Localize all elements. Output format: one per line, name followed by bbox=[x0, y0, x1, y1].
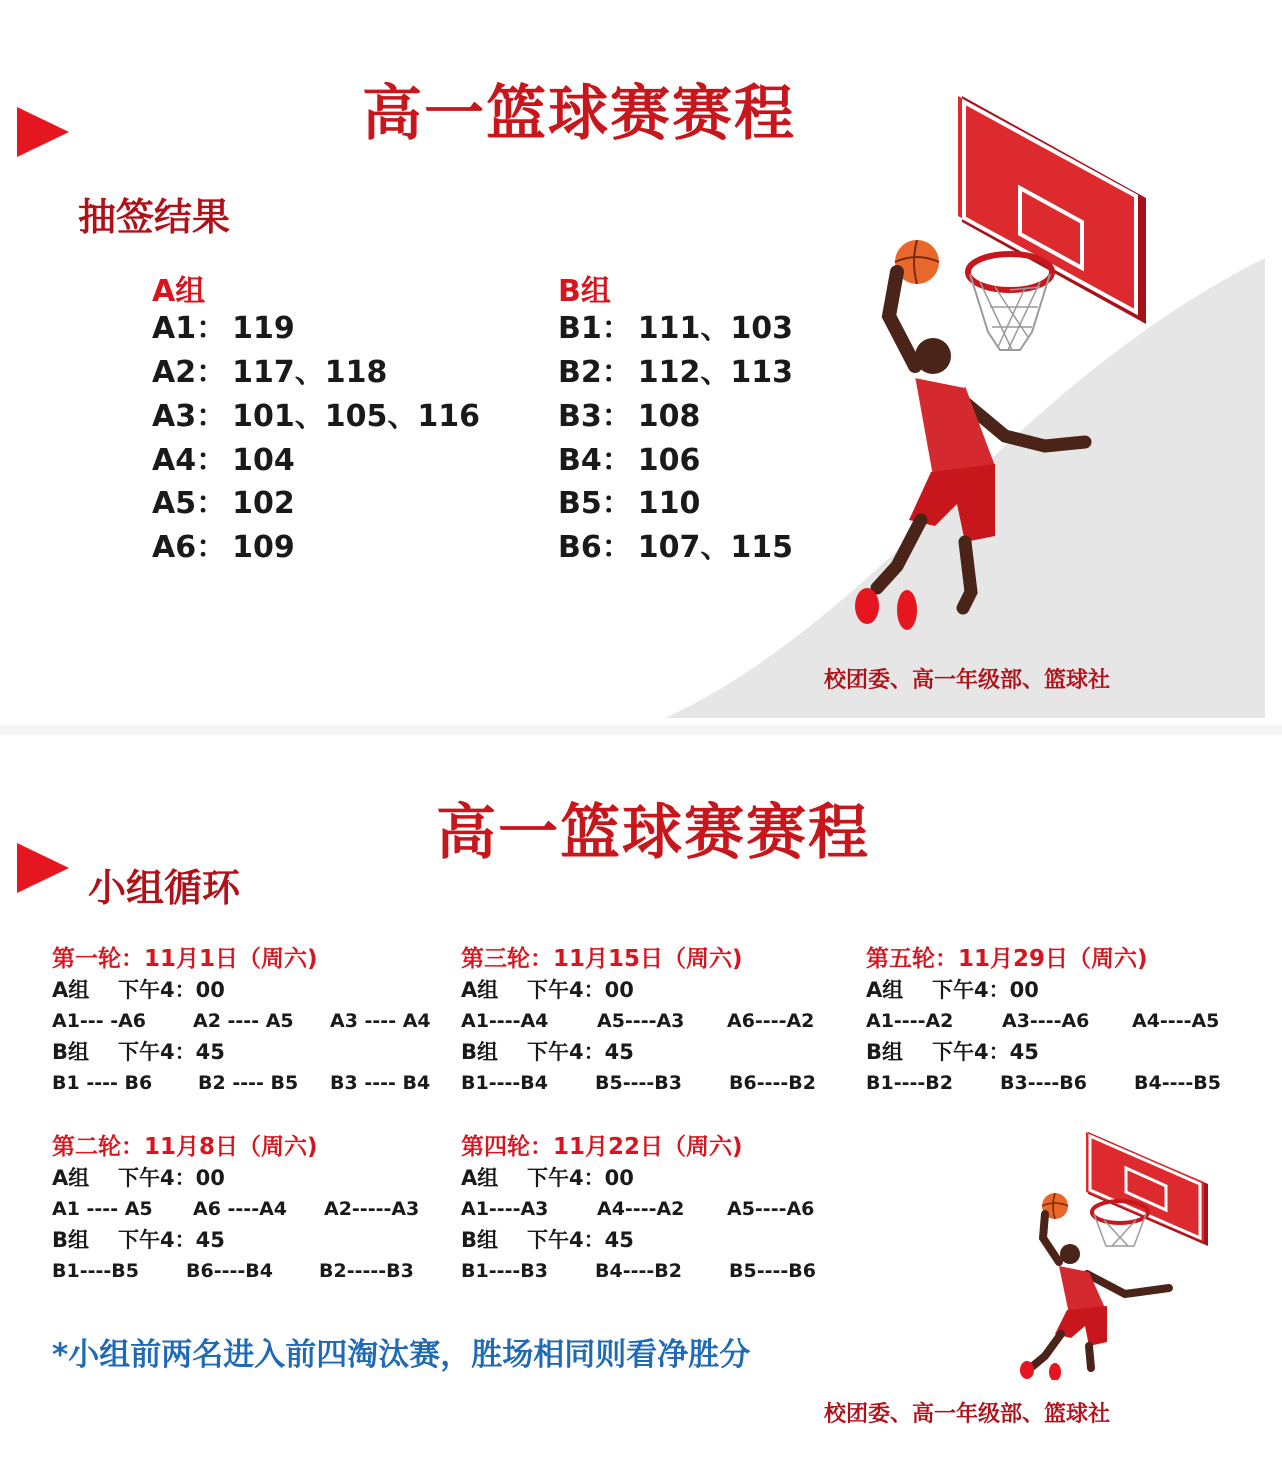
match: B1----B2 bbox=[866, 1072, 953, 1094]
group-a-heading: A组 bbox=[152, 274, 206, 309]
round-title: 第五轮：11月29日（周六) bbox=[866, 946, 1148, 972]
draw-row-b2: B2： 112、113 bbox=[558, 355, 793, 390]
match: B1----B4 bbox=[461, 1072, 548, 1094]
page-title: 高一篮球赛赛程 bbox=[362, 79, 796, 149]
round-4 bbox=[461, 1131, 861, 1287]
group-a-time: A组 下午4：00 bbox=[866, 978, 1039, 1002]
match: A6----A2 bbox=[727, 1010, 815, 1032]
match: B1----B5 bbox=[52, 1260, 139, 1282]
group-a-matches bbox=[866, 1006, 1266, 1037]
group-b-matches bbox=[52, 1068, 452, 1099]
match: B3----B6 bbox=[1000, 1072, 1087, 1094]
match: A3 ---- A4 bbox=[330, 1010, 431, 1032]
match: B6----B4 bbox=[186, 1260, 273, 1282]
round-title: 第四轮：11月22日（周六) bbox=[461, 1134, 743, 1160]
group-b-matches bbox=[866, 1068, 1266, 1099]
draw-row-b4: B4： 106 bbox=[558, 443, 701, 478]
draw-row-a3: A3： 101、105、116 bbox=[152, 399, 480, 434]
group-a-matches bbox=[461, 1194, 861, 1225]
draw-row-a6: A6： 109 bbox=[152, 530, 295, 565]
round-title: 第二轮：11月8日（周六) bbox=[52, 1134, 318, 1160]
match: A5----A3 bbox=[597, 1010, 685, 1032]
group-a-time: A组 下午4：00 bbox=[461, 1166, 634, 1190]
draw-row-a5: A5： 102 bbox=[152, 486, 295, 521]
draw-row-a4: A4： 104 bbox=[152, 443, 295, 478]
match: A1----A3 bbox=[461, 1198, 549, 1220]
group-b-heading: B组 bbox=[558, 274, 611, 309]
match: B4----B5 bbox=[1134, 1072, 1221, 1094]
match: A3----A6 bbox=[1002, 1010, 1090, 1032]
section-title-round-robin: 小组循环 bbox=[88, 866, 241, 910]
group-round-robin-panel bbox=[0, 735, 1282, 1466]
basketball-player-icon bbox=[845, 236, 1105, 636]
round-3 bbox=[461, 943, 861, 1099]
match: B5----B6 bbox=[729, 1260, 816, 1282]
match: B3 ---- B4 bbox=[330, 1072, 431, 1094]
group-b-matches bbox=[461, 1256, 861, 1287]
match: A4----A2 bbox=[597, 1198, 685, 1220]
group-b-time: B组 下午4：45 bbox=[52, 1228, 225, 1252]
group-b-time: B组 下午4：45 bbox=[461, 1040, 634, 1064]
group-a-time: A组 下午4：00 bbox=[52, 978, 225, 1002]
group-a-time: A组 下午4：00 bbox=[461, 978, 634, 1002]
panel-divider bbox=[0, 725, 1282, 735]
match: B6----B2 bbox=[729, 1072, 816, 1094]
draw-row-b5: B5： 110 bbox=[558, 486, 701, 521]
round-title: 第三轮：11月15日（周六) bbox=[461, 946, 743, 972]
match: A1----A4 bbox=[461, 1010, 549, 1032]
group-b-time: B组 下午4：45 bbox=[461, 1228, 634, 1252]
match: A6 ----A4 bbox=[193, 1198, 288, 1220]
group-b-time: B组 下午4：45 bbox=[866, 1040, 1039, 1064]
draw-row-b6: B6： 107、115 bbox=[558, 530, 793, 565]
match: A2-----A3 bbox=[324, 1198, 420, 1220]
group-a-time: A组 下午4：00 bbox=[52, 1166, 225, 1190]
play-triangle-icon bbox=[17, 843, 69, 893]
match: A2 ---- A5 bbox=[193, 1010, 294, 1032]
draw-row-a2: A2： 117、118 bbox=[152, 355, 388, 390]
match: A5----A6 bbox=[727, 1198, 815, 1220]
match: A1--- -A6 bbox=[52, 1010, 147, 1032]
group-a-matches bbox=[52, 1194, 452, 1225]
round-1 bbox=[52, 943, 452, 1099]
draw-row-b1: B1： 111、103 bbox=[558, 311, 793, 346]
group-b-matches bbox=[52, 1256, 452, 1287]
round-5 bbox=[866, 943, 1266, 1099]
group-b-time: B组 下午4：45 bbox=[52, 1040, 225, 1064]
advancement-note: *小组前两名进入前四淘汰赛，胜场相同则看净胜分 bbox=[52, 1337, 751, 1373]
group-a-matches bbox=[461, 1006, 861, 1037]
organizer-text: 校团委、高一年级部、篮球社 bbox=[824, 1402, 1111, 1427]
match: B1----B3 bbox=[461, 1260, 548, 1282]
page-title-schedule: 高一篮球赛赛程 bbox=[436, 798, 870, 868]
group-a-matches bbox=[52, 1006, 452, 1037]
group-b-matches bbox=[461, 1068, 861, 1099]
draw-row-a1: A1： 119 bbox=[152, 311, 295, 346]
play-triangle-icon bbox=[17, 107, 69, 157]
round-2 bbox=[52, 1131, 452, 1287]
match: B1 ---- B6 bbox=[52, 1072, 153, 1094]
draw-results-panel bbox=[0, 0, 1282, 725]
match: A1 ---- A5 bbox=[52, 1198, 153, 1220]
basketball-player-icon bbox=[1015, 1190, 1185, 1380]
match: A1----A2 bbox=[866, 1010, 954, 1032]
match: B2 ---- B5 bbox=[198, 1072, 299, 1094]
match: A4----A5 bbox=[1132, 1010, 1220, 1032]
match: B2-----B3 bbox=[319, 1260, 414, 1282]
match: B5----B3 bbox=[595, 1072, 682, 1094]
section-title-draw: 抽签结果 bbox=[78, 195, 231, 239]
round-title: 第一轮：11月1日（周六) bbox=[52, 946, 318, 972]
match: B4----B2 bbox=[595, 1260, 682, 1282]
draw-row-b3: B3： 108 bbox=[558, 399, 701, 434]
organizer-text: 校团委、高一年级部、篮球社 bbox=[824, 668, 1111, 693]
